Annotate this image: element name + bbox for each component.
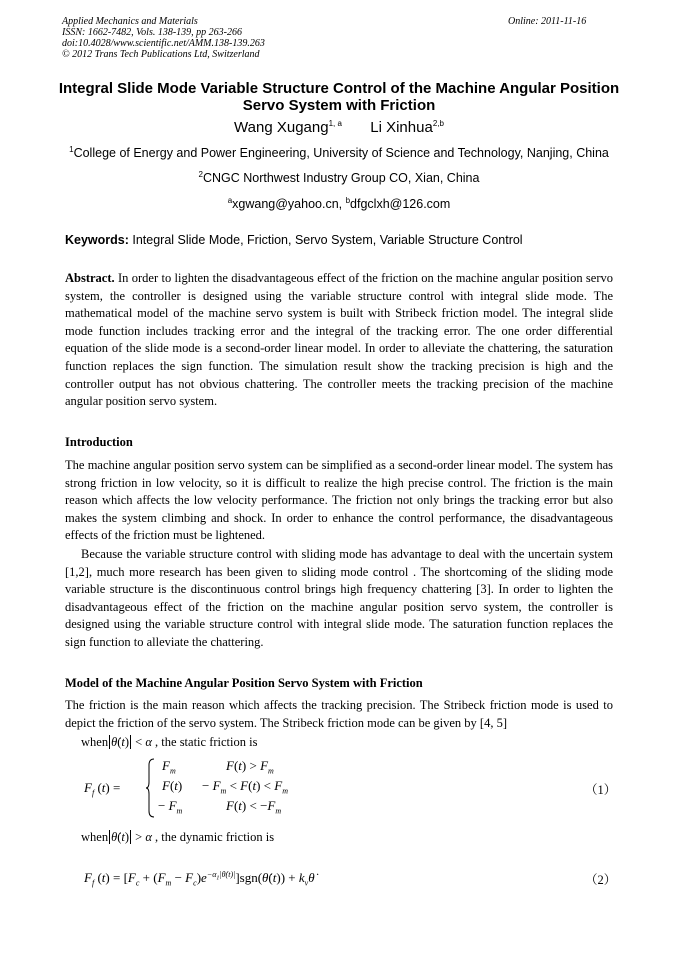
author-2: Li Xinhua — [370, 119, 433, 136]
introduction-paragraph-2: Because the variable structure control with sliding mode has advantage to deal with the uncertain system [1,2], much more research has been given to sliding mode control . The shortcoming of the sliding mode variable structure is the discontinuous control brings high frequency chattering [3]. In order to lighten the disadvantageous effect of the friction on the machine angular position servo system, the controller is designed using the variable structure control with integral slide mode. The saturation function replaces the sign function to alleviate the chattering. — [65, 547, 613, 649]
doi-line: doi:10.4028/www.scientific.net/AMM.138-139.263 — [62, 38, 265, 49]
author-1-sup: 1, a — [328, 119, 342, 128]
introduction-heading: Introduction — [65, 435, 133, 449]
journal-name: Applied Mechanics and Materials — [62, 16, 198, 27]
copyright-line: © 2012 Trans Tech Publications Ltd, Switzerland — [62, 49, 260, 60]
abstract-label: Abstract. — [65, 271, 115, 285]
model-heading: Model of the Machine Angular Position Servo System with Friction — [65, 676, 423, 690]
equation-1-number: （1） — [585, 783, 617, 797]
model-paragraph-1: The friction is the main reason which affects the tracking precision. The Stribeck friction mode is used to depict the friction of the servo system. The Stribeck friction mode can be given by [4, 5] — [65, 698, 613, 730]
equation-1: $F_f$ (t) = $F_m$ F(t) − $F_m$ $F(t) > F_m$ − $F_m < F(t) < F_m$ $F(t) < -F_m$ （1） — [80, 758, 620, 818]
introduction-paragraph-1: The machine angular position servo system can be simplified as a second-order linear model. The system has strong friction in low velocity, so it is difficult to realize the high precise control. The friction is the main reason which affects the low velocity performance. The friction not only brings the tracking error but also makes the system climbing and shock. In order to enhance the control performance, the disadvantageous effects of the friction must be lightened. — [65, 458, 613, 543]
abstract-text: In order to lighten the disadvantageous effect of the friction on the machine angular position servo system, the controller is designed using the variable structure control with integral slide mode. The mathematical model of the machine servo system is built with Stribeck friction model. The integral slide mode function includes tracking error and the integral of the tracking error. The one order differential equation of the slide mode is a second-order linear model. In order to alleviate the chattering, the saturation function replaces the sign function. The simulation result show the tracking precision is high and the controller output has not obvious chattering. The controller meets the tracking precision of the machine angular position servo system. — [65, 271, 613, 409]
equation-2: $F_f$ $(t) = [F_c + (F_m$ − $F_c)e^{-\alpha_1|\thetȧ(t)|}]sgn(\thetȧ(t))$ + $k_v\thetȧ$ （2） — [84, 869, 617, 888]
keywords — [65, 233, 615, 248]
keywords-text: Integral Slide Mode, Friction, Servo System, Variable Structure Control — [128, 233, 523, 247]
email-line: $^a$xgwang@yahoo.cn, $^b$dfgclxh@126.com — [227, 195, 451, 211]
equation-1-brace — [146, 758, 156, 818]
author-2-sup: 2,b — [432, 119, 444, 128]
affiliation-1: $^1$College of Energy and Power Engineering, University of Science and Technology, Nanjing, China — [69, 144, 609, 160]
online-date: Online: 2011-11-16 — [508, 16, 587, 27]
condition-static: when θ̇(t) < α , the static friction is — [81, 735, 258, 749]
issn-line: ISSN: 1662-7482, Vols. 138-139, pp 263-266 — [62, 27, 242, 38]
author-1: Wang Xugang — [234, 119, 329, 136]
condition-dynamic: when θ̇(t) > α , the dynamic friction is — [81, 830, 275, 844]
affiliation-2: $^2$CNGC Northwest Industry Group CO, Xian, China — [198, 169, 480, 185]
author-line — [0, 119, 678, 137]
journal-header — [62, 16, 265, 60]
equation-2-number: （2） — [585, 873, 617, 887]
paper-title: Integral Slide Mode Variable Structure Control of the Machine Angular Position Servo System with Friction — [58, 80, 620, 114]
abstract — [65, 270, 613, 411]
keywords-label: Keywords: — [65, 233, 129, 247]
